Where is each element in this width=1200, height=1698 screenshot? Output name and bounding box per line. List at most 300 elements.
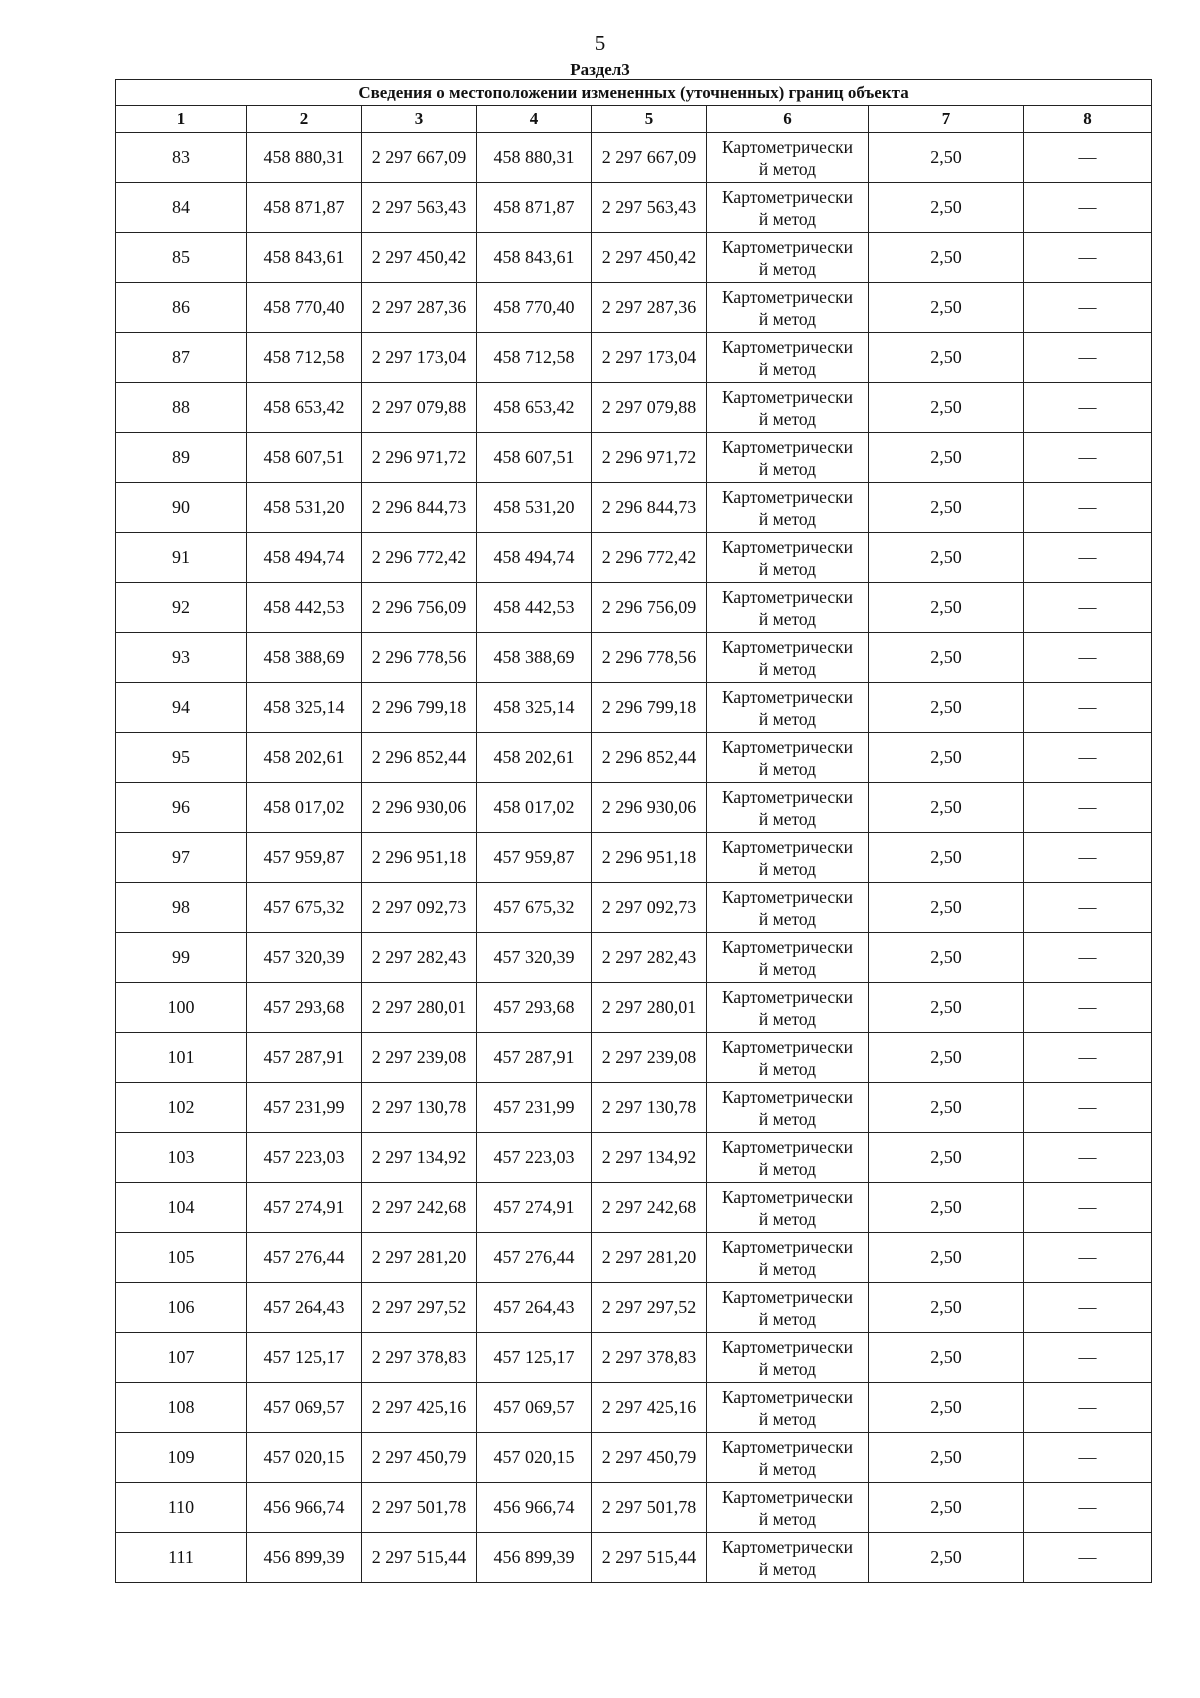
note-cell: — — [1024, 883, 1152, 933]
existing-y-cell: 2 296 772,42 — [362, 533, 477, 583]
existing-y-cell: 2 297 667,09 — [362, 133, 477, 183]
existing-y-cell: 2 296 844,73 — [362, 483, 477, 533]
method-cell — [707, 1333, 869, 1383]
method-text-line: Картометрически — [721, 1036, 854, 1057]
accuracy-cell: 2,50 — [869, 983, 1024, 1033]
method-text-line: й метод — [758, 908, 817, 929]
method-text-line: й метод — [758, 508, 817, 529]
method-cell — [707, 1283, 869, 1333]
refined-y-cell: 2 297 173,04 — [592, 333, 707, 383]
column-number-3: 3 — [362, 106, 477, 133]
method-cell — [707, 533, 869, 583]
method-text-line: Картометрически — [721, 236, 854, 257]
existing-x-cell: 458 442,53 — [247, 583, 362, 633]
existing-y-cell: 2 297 280,01 — [362, 983, 477, 1033]
column-number-2: 2 — [247, 106, 362, 133]
method-cell — [707, 683, 869, 733]
existing-x-cell: 457 274,91 — [247, 1183, 362, 1233]
accuracy-cell: 2,50 — [869, 533, 1024, 583]
refined-y-cell: 2 296 844,73 — [592, 483, 707, 533]
note-cell: — — [1024, 383, 1152, 433]
method-text-line: й метод — [758, 1408, 817, 1429]
table-row — [116, 1333, 1152, 1383]
table-row — [116, 1483, 1152, 1533]
existing-x-cell: 458 712,58 — [247, 333, 362, 383]
accuracy-cell: 2,50 — [869, 683, 1024, 733]
existing-y-cell: 2 297 130,78 — [362, 1083, 477, 1133]
method-text-line: Картометрически — [721, 836, 854, 857]
method-text-line: й метод — [758, 658, 817, 679]
method-text-line: Картометрически — [721, 686, 854, 707]
point-number-cell: 98 — [116, 883, 247, 933]
method-text-line: Картометрически — [721, 786, 854, 807]
note-cell: — — [1024, 283, 1152, 333]
note-cell: — — [1024, 1033, 1152, 1083]
accuracy-cell: 2,50 — [869, 1483, 1024, 1533]
refined-x-cell: 458 325,14 — [477, 683, 592, 733]
refined-x-cell: 458 202,61 — [477, 733, 592, 783]
method-cell — [707, 833, 869, 883]
note-cell: — — [1024, 1533, 1152, 1583]
existing-x-cell: 456 899,39 — [247, 1533, 362, 1583]
refined-y-cell: 2 296 772,42 — [592, 533, 707, 583]
method-text-line: й метод — [758, 1558, 817, 1579]
method-text-line: й метод — [758, 1258, 817, 1279]
method-cell — [707, 233, 869, 283]
accuracy-cell: 2,50 — [869, 733, 1024, 783]
point-number-cell: 100 — [116, 983, 247, 1033]
existing-y-cell: 2 297 563,43 — [362, 183, 477, 233]
method-text-line: й метод — [758, 308, 817, 329]
table-row — [116, 533, 1152, 583]
table-row — [116, 683, 1152, 733]
refined-y-cell: 2 297 450,79 — [592, 1433, 707, 1483]
point-number-cell: 83 — [116, 133, 247, 183]
method-text-line: й метод — [758, 1358, 817, 1379]
method-text-line: Картометрически — [721, 886, 854, 907]
method-cell — [707, 1083, 869, 1133]
method-text-line: Картометрически — [721, 1436, 854, 1457]
table-row — [116, 233, 1152, 283]
refined-x-cell: 458 017,02 — [477, 783, 592, 833]
existing-x-cell: 457 125,17 — [247, 1333, 362, 1383]
method-text-line: й метод — [758, 1108, 817, 1129]
existing-y-cell: 2 296 930,06 — [362, 783, 477, 833]
existing-y-cell: 2 297 242,68 — [362, 1183, 477, 1233]
note-cell: — — [1024, 183, 1152, 233]
existing-y-cell: 2 297 173,04 — [362, 333, 477, 383]
method-cell — [707, 383, 869, 433]
method-cell — [707, 1183, 869, 1233]
table-row — [116, 1533, 1152, 1583]
accuracy-cell: 2,50 — [869, 383, 1024, 433]
column-number-8: 8 — [1024, 106, 1152, 133]
existing-x-cell: 458 017,02 — [247, 783, 362, 833]
table-row — [116, 733, 1152, 783]
column-number-row — [116, 106, 1152, 133]
refined-y-cell: 2 297 280,01 — [592, 983, 707, 1033]
column-number-6: 6 — [707, 106, 869, 133]
refined-x-cell: 457 287,91 — [477, 1033, 592, 1083]
accuracy-cell: 2,50 — [869, 1533, 1024, 1583]
existing-x-cell: 458 607,51 — [247, 433, 362, 483]
table-row — [116, 1083, 1152, 1133]
point-number-cell: 102 — [116, 1083, 247, 1133]
refined-y-cell: 2 297 282,43 — [592, 933, 707, 983]
method-cell — [707, 183, 869, 233]
existing-x-cell: 458 325,14 — [247, 683, 362, 733]
method-cell — [707, 933, 869, 983]
method-cell — [707, 583, 869, 633]
table-row — [116, 783, 1152, 833]
table-row — [116, 633, 1152, 683]
method-text-line: Картометрически — [721, 1386, 854, 1407]
existing-y-cell: 2 297 281,20 — [362, 1233, 477, 1283]
table-row — [116, 383, 1152, 433]
method-cell — [707, 883, 869, 933]
table-row — [116, 433, 1152, 483]
accuracy-cell: 2,50 — [869, 1283, 1024, 1333]
method-text-line: й метод — [758, 1208, 817, 1229]
table-row — [116, 1133, 1152, 1183]
existing-y-cell: 2 297 287,36 — [362, 283, 477, 333]
point-number-cell: 110 — [116, 1483, 247, 1533]
accuracy-cell: 2,50 — [869, 1033, 1024, 1083]
refined-y-cell: 2 297 378,83 — [592, 1333, 707, 1383]
point-number-cell: 101 — [116, 1033, 247, 1083]
boundary-coordinates-table — [115, 79, 1152, 1583]
existing-x-cell: 458 202,61 — [247, 733, 362, 783]
method-text-line: й метод — [758, 208, 817, 229]
table-row — [116, 1183, 1152, 1233]
accuracy-cell: 2,50 — [869, 633, 1024, 683]
method-text-line: й метод — [758, 608, 817, 629]
refined-y-cell: 2 297 092,73 — [592, 883, 707, 933]
note-cell: — — [1024, 783, 1152, 833]
table-row — [116, 933, 1152, 983]
note-cell: — — [1024, 633, 1152, 683]
existing-x-cell: 456 966,74 — [247, 1483, 362, 1533]
existing-x-cell: 457 069,57 — [247, 1383, 362, 1433]
note-cell: — — [1024, 683, 1152, 733]
method-text-line: й метод — [758, 1058, 817, 1079]
existing-y-cell: 2 296 756,09 — [362, 583, 477, 633]
table-caption: Сведения о местоположении измененных (уточненных) границ объекта — [116, 80, 1152, 106]
existing-x-cell: 458 871,87 — [247, 183, 362, 233]
method-cell — [707, 283, 869, 333]
accuracy-cell: 2,50 — [869, 583, 1024, 633]
accuracy-cell: 2,50 — [869, 933, 1024, 983]
existing-y-cell: 2 297 450,42 — [362, 233, 477, 283]
note-cell: — — [1024, 833, 1152, 883]
method-cell — [707, 983, 869, 1033]
refined-y-cell: 2 297 515,44 — [592, 1533, 707, 1583]
method-text-line: Картометрически — [721, 486, 854, 507]
refined-x-cell: 458 871,87 — [477, 183, 592, 233]
refined-x-cell: 458 843,61 — [477, 233, 592, 283]
existing-x-cell: 458 531,20 — [247, 483, 362, 533]
point-number-cell: 93 — [116, 633, 247, 683]
refined-y-cell: 2 297 501,78 — [592, 1483, 707, 1533]
refined-x-cell: 457 020,15 — [477, 1433, 592, 1483]
accuracy-cell: 2,50 — [869, 1333, 1024, 1383]
note-cell: — — [1024, 1283, 1152, 1333]
refined-x-cell: 456 899,39 — [477, 1533, 592, 1583]
existing-y-cell: 2 297 297,52 — [362, 1283, 477, 1333]
refined-y-cell: 2 297 287,36 — [592, 283, 707, 333]
note-cell: — — [1024, 1133, 1152, 1183]
method-text-line: й метод — [758, 958, 817, 979]
refined-y-cell: 2 297 425,16 — [592, 1383, 707, 1433]
page-number: 5 — [594, 31, 606, 55]
method-cell — [707, 733, 869, 783]
method-text-line: й метод — [758, 1008, 817, 1029]
refined-y-cell: 2 296 778,56 — [592, 633, 707, 683]
method-text-line: й метод — [758, 358, 817, 379]
table-row — [116, 983, 1152, 1033]
note-cell: — — [1024, 433, 1152, 483]
column-number-4: 4 — [477, 106, 592, 133]
method-text-line: й метод — [758, 408, 817, 429]
point-number-cell: 91 — [116, 533, 247, 583]
refined-x-cell: 458 607,51 — [477, 433, 592, 483]
table-row — [116, 133, 1152, 183]
existing-x-cell: 457 287,91 — [247, 1033, 362, 1083]
accuracy-cell: 2,50 — [869, 1133, 1024, 1183]
note-cell: — — [1024, 133, 1152, 183]
existing-y-cell: 2 297 134,92 — [362, 1133, 477, 1183]
method-text-line: й метод — [758, 458, 817, 479]
refined-x-cell: 457 223,03 — [477, 1133, 592, 1183]
method-text-line: й метод — [758, 1508, 817, 1529]
refined-y-cell: 2 296 756,09 — [592, 583, 707, 633]
table-row — [116, 1283, 1152, 1333]
method-text-line: Картометрически — [721, 536, 854, 557]
method-text-line: Картометрически — [721, 1336, 854, 1357]
note-cell: — — [1024, 1383, 1152, 1433]
refined-y-cell: 2 296 799,18 — [592, 683, 707, 733]
note-cell: — — [1024, 1083, 1152, 1133]
refined-y-cell: 2 297 242,68 — [592, 1183, 707, 1233]
refined-x-cell: 458 770,40 — [477, 283, 592, 333]
existing-y-cell: 2 297 501,78 — [362, 1483, 477, 1533]
method-text-line: Картометрически — [721, 1536, 854, 1557]
method-text-line: Картометрически — [721, 1486, 854, 1507]
note-cell: — — [1024, 483, 1152, 533]
accuracy-cell: 2,50 — [869, 1183, 1024, 1233]
table-body — [116, 133, 1152, 1583]
refined-x-cell: 458 494,74 — [477, 533, 592, 583]
point-number-cell: 106 — [116, 1283, 247, 1333]
existing-x-cell: 457 959,87 — [247, 833, 362, 883]
accuracy-cell: 2,50 — [869, 183, 1024, 233]
point-number-cell: 103 — [116, 1133, 247, 1183]
refined-x-cell: 457 320,39 — [477, 933, 592, 983]
accuracy-cell: 2,50 — [869, 783, 1024, 833]
accuracy-cell: 2,50 — [869, 833, 1024, 883]
table-row — [116, 1383, 1152, 1433]
refined-x-cell: 457 231,99 — [477, 1083, 592, 1133]
existing-y-cell: 2 296 971,72 — [362, 433, 477, 483]
existing-x-cell: 458 880,31 — [247, 133, 362, 183]
point-number-cell: 104 — [116, 1183, 247, 1233]
note-cell: — — [1024, 333, 1152, 383]
method-text-line: Картометрически — [721, 1136, 854, 1157]
existing-y-cell: 2 296 778,56 — [362, 633, 477, 683]
note-cell: — — [1024, 983, 1152, 1033]
refined-y-cell: 2 296 971,72 — [592, 433, 707, 483]
existing-x-cell: 457 320,39 — [247, 933, 362, 983]
point-number-cell: 84 — [116, 183, 247, 233]
refined-y-cell: 2 297 667,09 — [592, 133, 707, 183]
method-cell — [707, 783, 869, 833]
existing-x-cell: 457 276,44 — [247, 1233, 362, 1283]
point-number-cell: 90 — [116, 483, 247, 533]
method-cell — [707, 333, 869, 383]
table-row — [116, 283, 1152, 333]
refined-x-cell: 457 276,44 — [477, 1233, 592, 1283]
refined-x-cell: 457 274,91 — [477, 1183, 592, 1233]
note-cell: — — [1024, 1183, 1152, 1233]
refined-x-cell: 458 531,20 — [477, 483, 592, 533]
point-number-cell: 111 — [116, 1533, 247, 1583]
method-text-line: Картометрически — [721, 286, 854, 307]
note-cell: — — [1024, 1483, 1152, 1533]
refined-y-cell: 2 297 297,52 — [592, 1283, 707, 1333]
note-cell: — — [1024, 1333, 1152, 1383]
note-cell: — — [1024, 583, 1152, 633]
method-cell — [707, 133, 869, 183]
refined-x-cell: 457 264,43 — [477, 1283, 592, 1333]
existing-x-cell: 457 231,99 — [247, 1083, 362, 1133]
existing-y-cell: 2 297 092,73 — [362, 883, 477, 933]
method-text-line: Картометрически — [721, 986, 854, 1007]
method-text-line: Картометрически — [721, 736, 854, 757]
point-number-cell: 92 — [116, 583, 247, 633]
existing-x-cell: 457 293,68 — [247, 983, 362, 1033]
method-text-line: Картометрически — [721, 1236, 854, 1257]
point-number-cell: 85 — [116, 233, 247, 283]
method-cell — [707, 633, 869, 683]
existing-y-cell: 2 297 425,16 — [362, 1383, 477, 1433]
point-number-cell: 99 — [116, 933, 247, 983]
method-text-line: Картометрически — [721, 186, 854, 207]
table-row — [116, 833, 1152, 883]
method-text-line: Картометрически — [721, 936, 854, 957]
point-number-cell: 95 — [116, 733, 247, 783]
accuracy-cell: 2,50 — [869, 1083, 1024, 1133]
table-row — [116, 583, 1152, 633]
accuracy-cell: 2,50 — [869, 483, 1024, 533]
note-cell: — — [1024, 733, 1152, 783]
refined-y-cell: 2 297 239,08 — [592, 1033, 707, 1083]
refined-x-cell: 458 388,69 — [477, 633, 592, 683]
existing-y-cell: 2 297 282,43 — [362, 933, 477, 983]
section-title: Раздел3 — [570, 60, 630, 79]
accuracy-cell: 2,50 — [869, 333, 1024, 383]
note-cell: — — [1024, 233, 1152, 283]
existing-x-cell: 457 264,43 — [247, 1283, 362, 1333]
column-number-5: 5 — [592, 106, 707, 133]
accuracy-cell: 2,50 — [869, 883, 1024, 933]
table-row — [116, 883, 1152, 933]
existing-x-cell: 458 494,74 — [247, 533, 362, 583]
accuracy-cell: 2,50 — [869, 1233, 1024, 1283]
method-text-line: Картометрически — [721, 436, 854, 457]
method-text-line: Картометрически — [721, 586, 854, 607]
method-cell — [707, 1383, 869, 1433]
refined-x-cell: 457 069,57 — [477, 1383, 592, 1433]
method-text-line: Картометрически — [721, 1186, 854, 1207]
note-cell: — — [1024, 533, 1152, 583]
existing-x-cell: 458 388,69 — [247, 633, 362, 683]
note-cell: — — [1024, 933, 1152, 983]
existing-x-cell: 457 223,03 — [247, 1133, 362, 1183]
point-number-cell: 108 — [116, 1383, 247, 1433]
method-text-line: й метод — [758, 858, 817, 879]
existing-y-cell: 2 297 239,08 — [362, 1033, 477, 1083]
method-text-line: Картометрически — [721, 1086, 854, 1107]
point-number-cell: 87 — [116, 333, 247, 383]
refined-y-cell: 2 297 450,42 — [592, 233, 707, 283]
point-number-cell: 96 — [116, 783, 247, 833]
column-number-1: 1 — [116, 106, 247, 133]
existing-x-cell: 458 653,42 — [247, 383, 362, 433]
method-text-line: й метод — [758, 708, 817, 729]
method-text-line: й метод — [758, 1158, 817, 1179]
accuracy-cell: 2,50 — [869, 433, 1024, 483]
table-row — [116, 333, 1152, 383]
note-cell: — — [1024, 1233, 1152, 1283]
point-number-cell: 109 — [116, 1433, 247, 1483]
refined-x-cell: 457 125,17 — [477, 1333, 592, 1383]
table-row — [116, 1033, 1152, 1083]
method-text-line: Картометрически — [721, 136, 854, 157]
existing-x-cell: 457 675,32 — [247, 883, 362, 933]
table-row — [116, 183, 1152, 233]
refined-y-cell: 2 297 563,43 — [592, 183, 707, 233]
method-text-line: й метод — [758, 158, 817, 179]
refined-y-cell: 2 296 951,18 — [592, 833, 707, 883]
existing-x-cell: 458 770,40 — [247, 283, 362, 333]
method-cell — [707, 483, 869, 533]
method-text-line: й метод — [758, 1458, 817, 1479]
refined-x-cell: 457 675,32 — [477, 883, 592, 933]
refined-y-cell: 2 296 852,44 — [592, 733, 707, 783]
table-row — [116, 1233, 1152, 1283]
method-text-line: Картометрически — [721, 336, 854, 357]
existing-y-cell: 2 296 799,18 — [362, 683, 477, 733]
refined-y-cell: 2 297 281,20 — [592, 1233, 707, 1283]
point-number-cell: 94 — [116, 683, 247, 733]
method-text-line: Картометрически — [721, 1286, 854, 1307]
existing-x-cell: 458 843,61 — [247, 233, 362, 283]
table-caption-row — [116, 80, 1152, 106]
method-cell — [707, 433, 869, 483]
method-cell — [707, 1033, 869, 1083]
accuracy-cell: 2,50 — [869, 233, 1024, 283]
existing-y-cell: 2 297 079,88 — [362, 383, 477, 433]
point-number-cell: 107 — [116, 1333, 247, 1383]
refined-y-cell: 2 297 130,78 — [592, 1083, 707, 1133]
refined-x-cell: 458 653,42 — [477, 383, 592, 433]
existing-x-cell: 457 020,15 — [247, 1433, 362, 1483]
refined-y-cell: 2 297 134,92 — [592, 1133, 707, 1183]
point-number-cell: 88 — [116, 383, 247, 433]
point-number-cell: 86 — [116, 283, 247, 333]
accuracy-cell: 2,50 — [869, 133, 1024, 183]
refined-x-cell: 458 712,58 — [477, 333, 592, 383]
